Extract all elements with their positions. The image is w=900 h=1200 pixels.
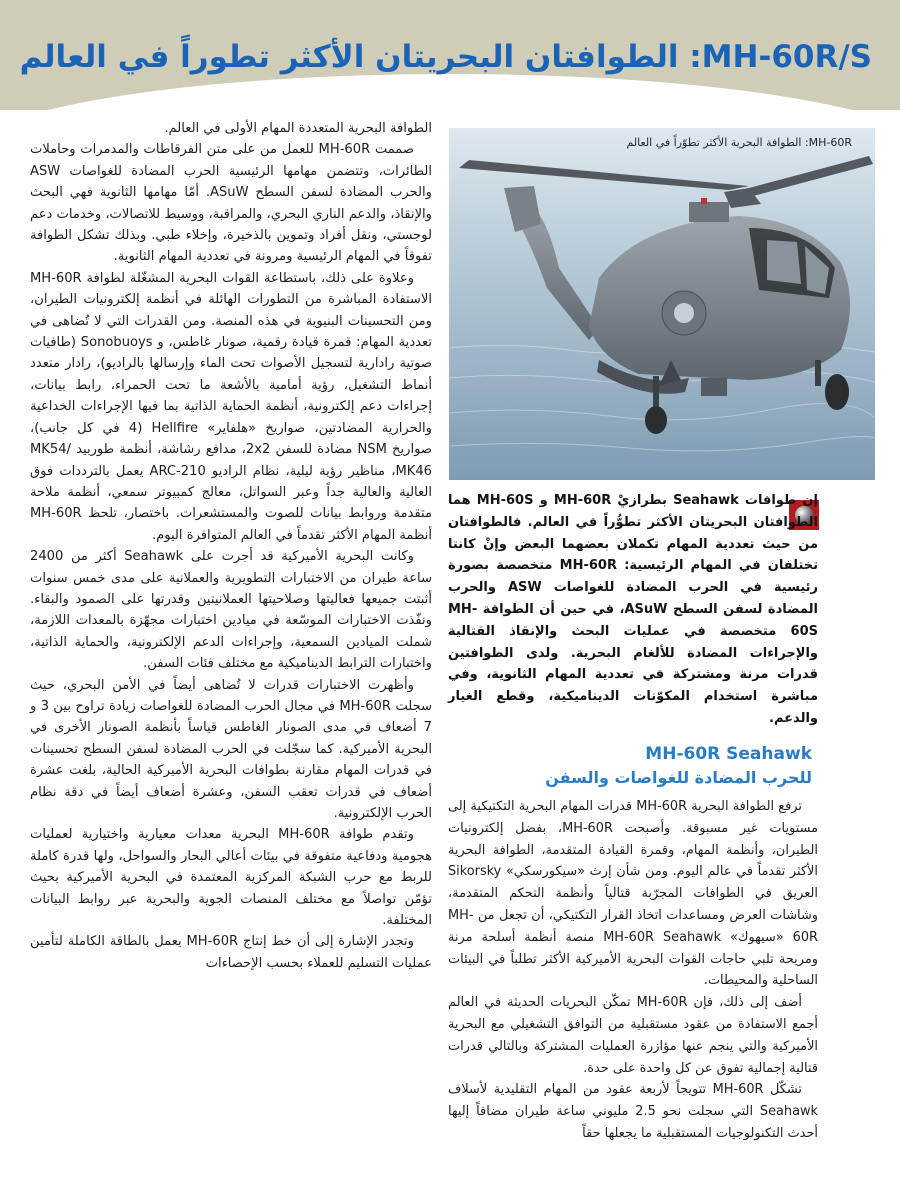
helicopter-photo <box>449 128 875 480</box>
right-paragraph-3: تشكّل MH-60R تتويجاً لأربعة عقود من المهام التقليدية لأسلاف Seahawk التي سجلت نحو 2.5 مليوني ساعة طيران مضافاً إليها أحدث التكنولوجيات المستقبلية ما يجعلها حقاً <box>448 1082 818 1141</box>
left-paragraph-1: الطوافة البحرية المتعددة المهام الأولى في العالم. <box>164 121 432 136</box>
left-paragraph-4: وكانت البحرية الأميركية قد أجرت على Seahawk أكثر من 2400 ساعة طيران من الاختبارات التطويرية والعملانية على مدى خمس سنوات أثبتت جميعها فعاليتها وصلاحيتها العملانيتين وقدرتها على الصمود والبقاء. ونفّذت الاختبارات الموسّعة في ميادين اختبارات مجهّزة بالمعدات اللازمة، شملت الميادين السمعية، وإجراءات الدعم الإلكترونية، والحماية الذاتية، واختبارات الترابط الديناميكية مع مختلف فئات السفن. <box>30 549 432 672</box>
page-title: MH-60R/S: الطوافتان البحريتان الأكثر تطوراً في العالم <box>19 39 872 75</box>
section-subheading-ar: للحرب المضادة للغواصات والسفن <box>545 768 812 787</box>
left-paragraph-2: صممت MH-60R للعمل من على متن الفرقاطات والمدمرات وحاملات الطائرات، وتتضمن مهامها الرئيسية الحرب المضادة للغواصات ASW والحرب المضادة لسفن السطح ASuW. أمّا مهامها الثانوية فهي البحث والإنقاذ، والدعم الناري البحري، والمراقبة، ووسيط للاتصالات، وخدمات دعم لوجستي، ونقل أفراد وتموين بالذخيرة، وإخلاء طبي. وبذلك تشكل الطوافة تفوقاً في المهام الرئيسية ومرونة في تعددية المهام الثانوية. <box>30 142 432 265</box>
left-paragraph-6: وتقدم طوافة MH-60R البحرية معدات معيارية واختيارية لعمليات هجومية ودفاعية متفوقة في بيئات أعالي البحار والسواحل، ولها قدرة كاملة للربط مع حرب الشبكة المركزية المعتمدة في البحرية الأميركية بحيث تؤمّن تواصلاً مع مختلف المنصات الجوية والبحرية عبر روابط البيانات المختلفة. <box>30 827 432 929</box>
left-paragraph-3: وعلاوة على ذلك، باستطاعة القوات البحرية المشغّلة لطوافة MH-60R الاستفادة المباشرة من التطورات الهائلة في أنظمة إلكترونيات الطيران، ومن التحسينات البنيوية في هذه المنصة. ومن القدرات التي لا تُضاهى في تعددية المهام: قمرة قيادة رقمية، صونار غاطس، و Sonobuoys (طافيات صوتية رادارية لتسجيل الأصوات تحت الماء وإرسالها بالراديو)، رادار متعدد أنماط التشغيل، رؤية أمامية بالأشعة ما تحت الحمراء، رابط بيانات، إجراءات دعم إلكترونية، أنظمة الحماية الذاتية بما فيها الإجراءات الخداعية والحرارية المضادتين، صواريخ «هلفاير» Hellfire (4 في كل جانب)، صواريخ NSM مضادة للسفن 2x2، مدافع رشاشة، أنظمة طوربيد MK54/ MK46، مناظير رؤية ليلية، نظام الراديو ARC-210 يعمل بالترددات فوق العالية والعالية جداً وعبر السواتل، معالج كمبيوتر سمعي، أنظمة ملاحة متقدمة وروابط بيانات للصوت والمستشعرات. باختصار، تلحظ MH-60R أنظمة المهام الأكثر تقدماً في العالم المتوافرة اليوم. <box>30 270 432 543</box>
right-paragraph-2: أضف إلى ذلك، فإن MH-60R تمكّن البحريات الحديثة في العالم أجمع الاستفادة من عقود مستقبلية من التوافق التشغيلي مع البحرية الأميركية والتي ينجم عنها مؤازرة العمليات المشتركة وبالتالي قدرات قتالية إجمالية تفوق عن كل واحدة على حدة. <box>448 995 818 1076</box>
intro-text: إن طوافات Seahawk بطرازيْ MH-60R و MH-60S هما الطوافتان البحريتان الأكثر تطوُّراً في العالم. فالطوافتان من حيث تعددية المهام تكملان بعضهما البعض وإنْ كانتا تختلفان في المهام الرئيسية: MH-60R متخصصة بصورة رئيسية في الحرب المضادة للغواصات ASW والحرب المضادة لسفن السطح ASuW، في حين أن الطوافة MH-60S متخصصة في عمليات البحث والإنقاذ القتالية والإجراءات المضادة للألغام البحرية. ولدى الطوافتين قدرات مرنة ومشتركة في تعددية المهام الثانوية، وفي مباشرة استخدام المكوّنات الديناميكية، وقطع الغيار والدعم. <box>448 493 818 726</box>
photo-caption: MH-60R: الطوافة البحرية الأكثر تطوّراً في العالم <box>626 136 852 149</box>
right-column <box>448 796 818 1145</box>
left-paragraph-7: وتجدر الإشارة إلى أن خط إنتاج MH-60R يعمل بالطاقة الكاملة لتأمين عمليات التسليم للعملاء بحسب الإحصاءات <box>30 934 432 971</box>
header-curve <box>0 74 900 110</box>
right-paragraph-1: ترفع الطوافة البحرية MH-60R قدرات المهام البحرية التكتيكية إلى مستويات غير مسبوقة. وأصبحت MH-60R، بفضل إلكترونيات الطيران، وأنظمة المهام، وقمرة القيادة المتقدمة، الطوافة البحرية الأكثر تقدماً في عالم اليوم. ومن شأن إرث «سيكورسكي» Sikorsky العريق في الطوافات المجرّبة قتالياً وأنظمة التحكم المتقدمة، وشاشات العرض ومساعدات اتخاذ القرار التكتيكي، أن تجعل من MH-60R «سيهوك» MH-60R Seahawk منصة أنظمة أسلحة مرنة ومريحة تلبي حاجات القوات البحرية الأميركية الأكثر تطلباً في البيئات الساحلية والمحيطات. <box>448 799 819 989</box>
intro-paragraph <box>448 490 818 730</box>
left-paragraph-5: وأظهرت الاختبارات قدرات لا تُضاهى أيضاً في الأمن البحري، حيث سجلت MH-60R في مجال الحرب المضادة للغواصات زيادة تراوح بين 3 و 7 أضعاف في مدى الصونار الغاطس قياساً بأنظمة الصونار الأخرى في البحرية الأميركية. كما سجّلت في الحرب المضادة لسفن السطح تحسينات في قدرات المهام مقارنة بطوافات البحرية الأميركية الحالية، بلغت عشرة أضعاف في قدرات تعقب السفن، وعشرة أضعاف أيضاً في دقة نظام الحرب الإلكترونية. <box>30 677 432 821</box>
header-band <box>0 0 900 110</box>
left-column <box>30 118 432 974</box>
section-subheading-en: MH-60R Seahawk <box>645 744 812 764</box>
